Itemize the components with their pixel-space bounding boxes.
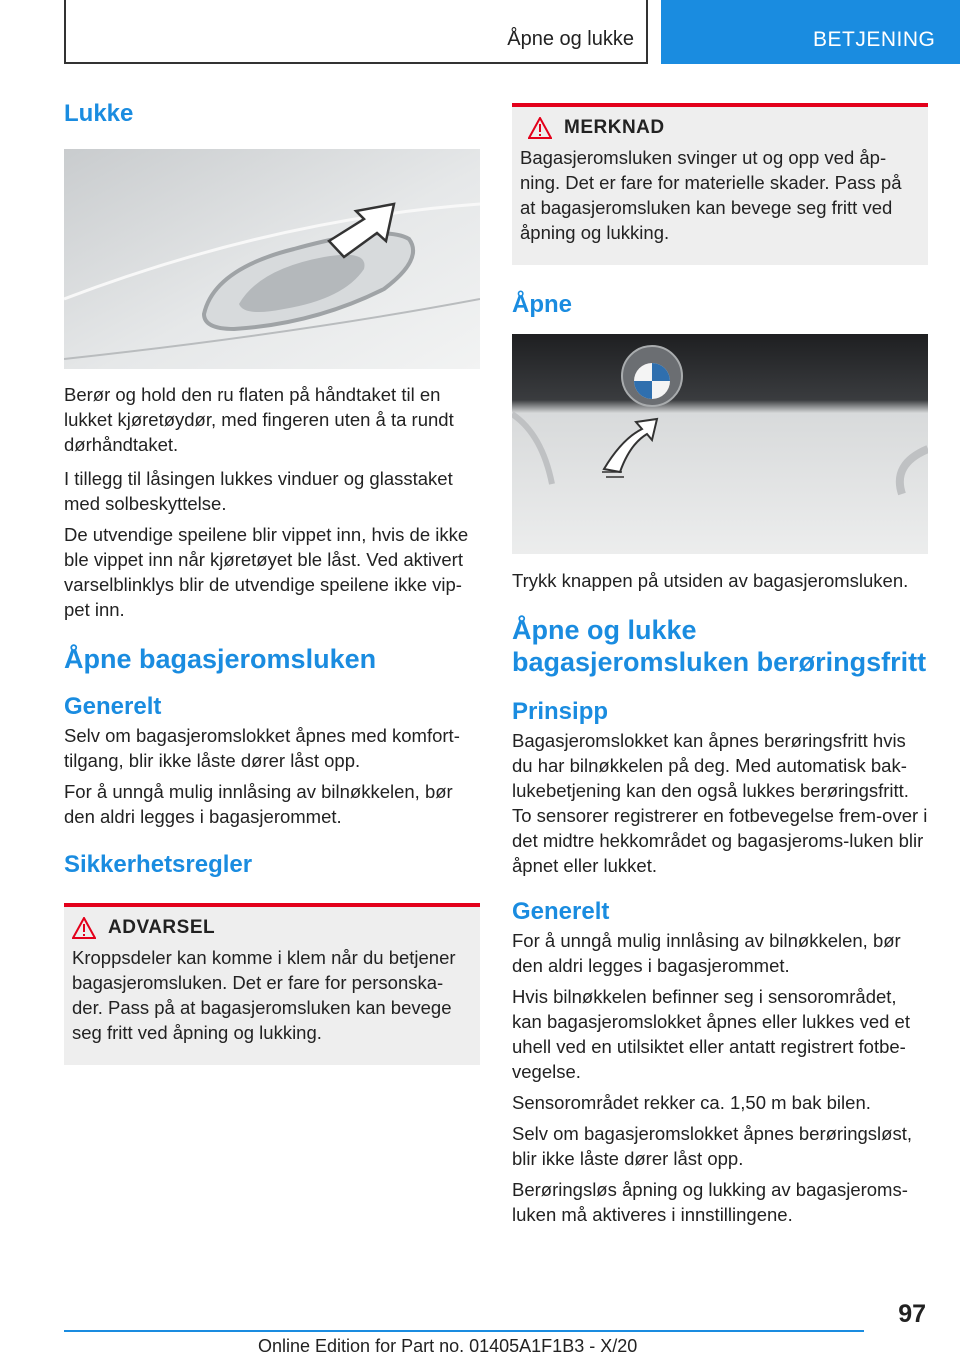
- heading-apne-bagasjeromsluken: Åpne bagasjeromsluken: [64, 644, 377, 674]
- heading-sikkerhetsregler: Sikkerhetsregler: [64, 851, 253, 878]
- note-title: MERKNAD: [564, 117, 665, 138]
- paragraph: Bagasjeromslokket kan åpnes berøringsfritt hvis du har bilnøkkelen på deg. Med automatisk bak-lukebetjening kan den også lukkes berøringsfritt. To sensorer registrerer en fotbevegelse frem-over i det midtre hekkområdet og bagasjeroms-luken blir åpnet eller lukket.: [512, 730, 928, 876]
- heading-generelt: Generelt: [512, 898, 610, 925]
- header-box: [64, 0, 648, 64]
- paragraph: Trykk knappen på utsiden av bagasjeromsluken.: [512, 570, 909, 591]
- left-column: [64, 100, 480, 1065]
- note-text: Bagasjeromsluken svinger ut og opp ved åp-ning. Det er fare for materielle skader. Pass på at bagasjeromsluken kan bevege seg fritt ved åpning og lukking.: [520, 147, 902, 243]
- trunk-button-photo: [512, 334, 928, 554]
- warning-text: Kroppsdeler kan komme i klem når du betjener bagasjeromsluken. Det er fare for personska-der. Pass på at bagasjeromsluken kan bevege seg fritt ved åpning og lukking.: [72, 947, 456, 1043]
- page-number: 97: [898, 1300, 926, 1328]
- warning-triangle-icon: [528, 117, 552, 139]
- heading-apne-og-lukke: Åpne og lukke bagasjeromsluken berøringsfritt: [512, 615, 927, 677]
- paragraph: Sensorområdet rekker ca. 1,50 m bak bilen.: [512, 1092, 871, 1113]
- header-title: Åpne og lukke: [507, 28, 634, 50]
- paragraph: For å unngå mulig innlåsing av bilnøkkelen, bør den aldri legges i bagasjerommet.: [512, 930, 901, 976]
- paragraph: Selv om bagasjeromslokket åpnes berøringsløst, blir ikke låste dører låst opp.: [512, 1123, 912, 1169]
- right-column: [512, 103, 928, 1227]
- header-tab-label: BETJENING: [813, 28, 936, 51]
- heading-lukke: Lukke: [64, 100, 134, 127]
- paragraph: For å unngå mulig innlåsing av bilnøkkelen, bør den aldri legges i bagasjerommet.: [64, 781, 453, 827]
- warning-title: ADVARSEL: [108, 917, 216, 938]
- heading-generelt: Generelt: [64, 693, 162, 720]
- heading-prinsipp: Prinsipp: [512, 698, 609, 725]
- paragraph: Berøringsløs åpning og lukking av bagasjeroms-luken må aktiveres i innstillingene.: [512, 1179, 908, 1225]
- footer-edition: Online Edition for Part no. 01405A1F1B3 - X/20: [258, 1336, 638, 1356]
- footer-divider: [64, 1330, 864, 1332]
- note-box: [512, 103, 928, 265]
- warning-box: [64, 903, 480, 1065]
- paragraph: I tillegg til låsingen lukkes vinduer og glasstaket med solbeskyttelse.: [64, 468, 453, 514]
- door-handle-photo: [64, 149, 480, 369]
- paragraph: Selv om bagasjeromslokket åpnes med komfort-tilgang, blir ikke låste dører låst opp.: [64, 725, 460, 771]
- warning-triangle-icon: [72, 917, 96, 939]
- paragraph: De utvendige speilene blir vippet inn, hvis de ikke ble vippet inn når kjøretøyet ble låst. Ved aktivert varselblinklys blir de utvendige speilene ikke vip-pet inn.: [64, 524, 469, 620]
- paragraph: Hvis bilnøkkelen befinner seg i sensorområdet, kan bagasjeromslokket åpnes eller lukkes ved et uhell ved en utilsiktet eller antatt registrert fotbe-vegelse.: [512, 986, 910, 1082]
- header-tab[interactable]: [661, 0, 960, 64]
- paragraph: Berør og hold den ru flaten på håndtaket til en lukket kjøretøydør, med fingeren uten å ta rundt dørhåndtaket.: [64, 384, 454, 455]
- heading-apne: Åpne: [512, 291, 572, 318]
